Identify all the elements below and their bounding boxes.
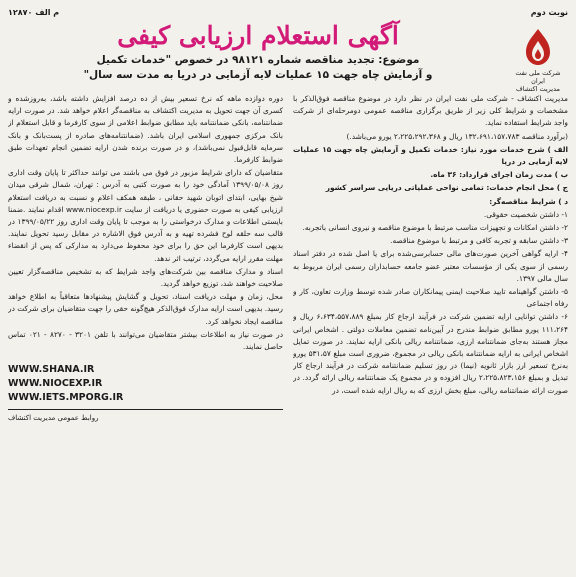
footer-signature: روابط عمومی مدیریت اکتشاف bbox=[8, 409, 283, 424]
subtitle-line-2: و آزمایش چاه جهت ۱۵ عملیات لایه آزمایی در دریا به مدت سه سال" bbox=[83, 69, 433, 81]
section-heading: ج ) محل انجام خدمات: تمامی نواحی عملیاتی دریایی سراسر کشور bbox=[325, 183, 568, 193]
paragraph: در صورت نیاز به اطلاعات بیشتر متقاضیان می‌توانند با تلفن ۳۲۰۱ - ۸۲۷۰ - ۰۲۱ تماس حاصل نمایند. bbox=[8, 329, 283, 352]
body-columns bbox=[8, 93, 568, 541]
page-title: آگهی استعلام ارزیابی کیفی bbox=[117, 21, 399, 50]
website-list bbox=[8, 363, 283, 405]
right-column bbox=[293, 93, 568, 541]
subtitle-line-1: موضوع: تجدید مناقصه شماره ۹۸۱۲۱ در خصوص "خدمات تکمیل bbox=[96, 54, 420, 66]
section-heading: الف ) شرح خدمات مورد نیاز: خدمات تکمیل و آزمایش چاه جهت ۱۵ عملیات لایه آزمایی در دریا bbox=[293, 144, 568, 167]
section-heading: ب ) مدت زمان اجرای قرارداد: ۳۶ ماه. bbox=[430, 170, 568, 180]
list-item: ۶- داشتن توانایی ارایه تضمین شرکت در فرآیند ارجاع کار بمبلغ ۶،۶۳۴،۵۵۷،۸۸۹ ریال و ۱۱۱،۲۶۴ یورو مطابق ضوابط مندرج در آیین‌نامه تضمین معاملات دولتی . اشخاص ایرانی مجاز هستند به‌جای ضمانتنامه ارزی، ضمانتنامه ریالی بانکی ارایه نمایند. در صورت تمایل اشخاص ایرانی به ارایه ضمانتنامه بانکی ریالی در مجموع، ضروری است مبلغ ۵۳۱،۵۷ یورو به‌نرخ تسعیر ارز بازار ثانویه (نیما) در روز تسلیم ضمانتنامه شرکت در فرآیند ارجاع کار تبدیل و بمبلغ ۲،۲۲۵،۸۲۳،۱۵۶ ریال افزوده و در مجموع یک ضمانتنامه ریالی ارائه گردد. در صورت ارائه ضمانتنامه ریالی، مبلغ بخش ارزی که به ریال ارایه شده است، در bbox=[293, 312, 568, 395]
header bbox=[8, 19, 568, 93]
list-item: ۵- داشتن گواهینامه تایید صلاحیت ایمنی پیمانکاران صادر شده توسط وزارت تعاون، کار و رفاه اجتماعی bbox=[293, 287, 568, 309]
top-bar bbox=[8, 5, 568, 19]
left-column bbox=[8, 93, 283, 541]
list-item: ۱- داشتن شخصیت حقوقی. bbox=[483, 209, 568, 219]
website-link[interactable]: WWW.IETS.MPORG.IR bbox=[8, 392, 124, 404]
section-heading: د ) شرایط مناقصه‌گر: bbox=[489, 196, 568, 206]
reference-code: م الف ۱۲۸۷۰ bbox=[8, 7, 60, 17]
paragraph: مدیریت اکتشاف - شرکت ملی نفت ایران در نظر دارد در موضوع مناقصه فوق‌الذکر با مشخصات و شرایط کلی زیر از طریق برگزاری مناقصه عمومی دومرحله‌ای از شرکت واجد شرایط استفاده نماید. bbox=[293, 94, 568, 128]
nioc-logo bbox=[508, 27, 568, 93]
paragraph: دوره دوازده ماهه که نرخ تسعیر بیش از ده درصد افزایش داشته باشد، به‌روزشده و کسری آن جهت تحویل به مدیریت اکتشاف به مناقصه‌گر اعلام خواهد شد. در صورت ارایه ضمانتنامه، بانکی ضمانتنامه باید مطابق ضوابط اعلامی از سوی کارفرما و قابل استعلام از بانک مرکزی جمهوری اسلامی ایران باشد. (ضمانتنامه‌های صادره از پست‌بانک و بانک سرمایه قابل‌قبول نمی‌باشد)، و در صورت برنده شدن ارایه تضمین انجام تعهدات طبق ضوابط کارفرما. bbox=[8, 94, 283, 165]
paragraph: اسناد و مدارک مناقصه بین شرکت‌های واجد شرایط که به تشخیص مناقصه‌گزار تعیین صلاحیت خواهند شد، توزیع خواهد گردید. bbox=[8, 266, 283, 289]
paragraph: (برآورد مناقصه ۱۳۲،۶۹۱،۱۵۷،۷۸۳ ریال و ۲،۲۲۵،۲۹۲،۳۶۸ یورو می‌باشد.) bbox=[346, 131, 568, 141]
title-block bbox=[8, 19, 508, 83]
notice-round: نوبت دوم bbox=[530, 7, 568, 17]
website-link[interactable]: WWW.SHANA.IR bbox=[8, 364, 95, 376]
advertisement-page bbox=[8, 5, 568, 567]
paragraph: محل، زمان و مهلت دریافت اسناد، تحویل و گشایش پیشنهادها متعاقباً به اطلاع خواهد رسید. بدیهی است ارایه مدارک فوق‌الذکر هیچ‌گونه حقی را جهت متقاضیان برای شرکت در مناقصه ایجاد نخواهد کرد. bbox=[8, 292, 283, 326]
paragraph: متقاضیان که دارای شرایط مزبور در فوق می باشند می توانند حداکثر تا پایان وقت اداری روز ۱۳۹۹/۰۵/۰۸ آمادگی خود را به صورت کتبی به آدرس : تهران، شمال شرقی میدان شیخ بهایی، ابتدای اتوبان شهید حقانی ، طبقه همکف اعلام و نسبت به دریافت استعلام ارزیابی کیفی به صورت حضوری یا دریافت از سایت www.niocexp.ir اقدام نمایند .ضمنا بایستی اطلاعات و مدارک درخواستی را به موجب تا پایان وقت اداری روز ۱۳۹۹/۰۵/۲۲ در قالب سه حلقه لوح فشرده تهیه و به آدرس فوق الاشاره در مقابل رسید تحویل نمایند. بدیهی است کارفرما این حق را برای خود محفوظ می‌دارد به مدارکی که پس از انقضاء مهلت مقرر ارایه می‌گردد، ترتیب اثر ندهد. bbox=[8, 168, 283, 263]
list-item: ۲- داشتن امکانات و تجهیزات مناسب مرتبط با موضوع مناقصه و نیروی انسانی باتجربه. bbox=[302, 223, 568, 233]
list-item: ۳- داشتن سابقه و تجربه کافی و مرتبط با موضوع مناقصه. bbox=[390, 236, 568, 246]
flame-logo-icon bbox=[520, 27, 556, 67]
logo-org-name: شرکت ملی نفت ایران مدیریت اکتشاف bbox=[515, 69, 561, 93]
list-item: ۴- ارایه گواهی آخرین صورت‌های مالی حسابرسی‌شده برای یا اصل شده در دفتر اسناد رسمی از سوی یکی از مؤسسات معتبر عضو جامعه حسابداران رسمی ایران مربوط به سال مالی ۱۳۹۷. bbox=[293, 249, 568, 283]
website-link[interactable]: WWW.NIOCEXP.IR bbox=[8, 378, 103, 390]
